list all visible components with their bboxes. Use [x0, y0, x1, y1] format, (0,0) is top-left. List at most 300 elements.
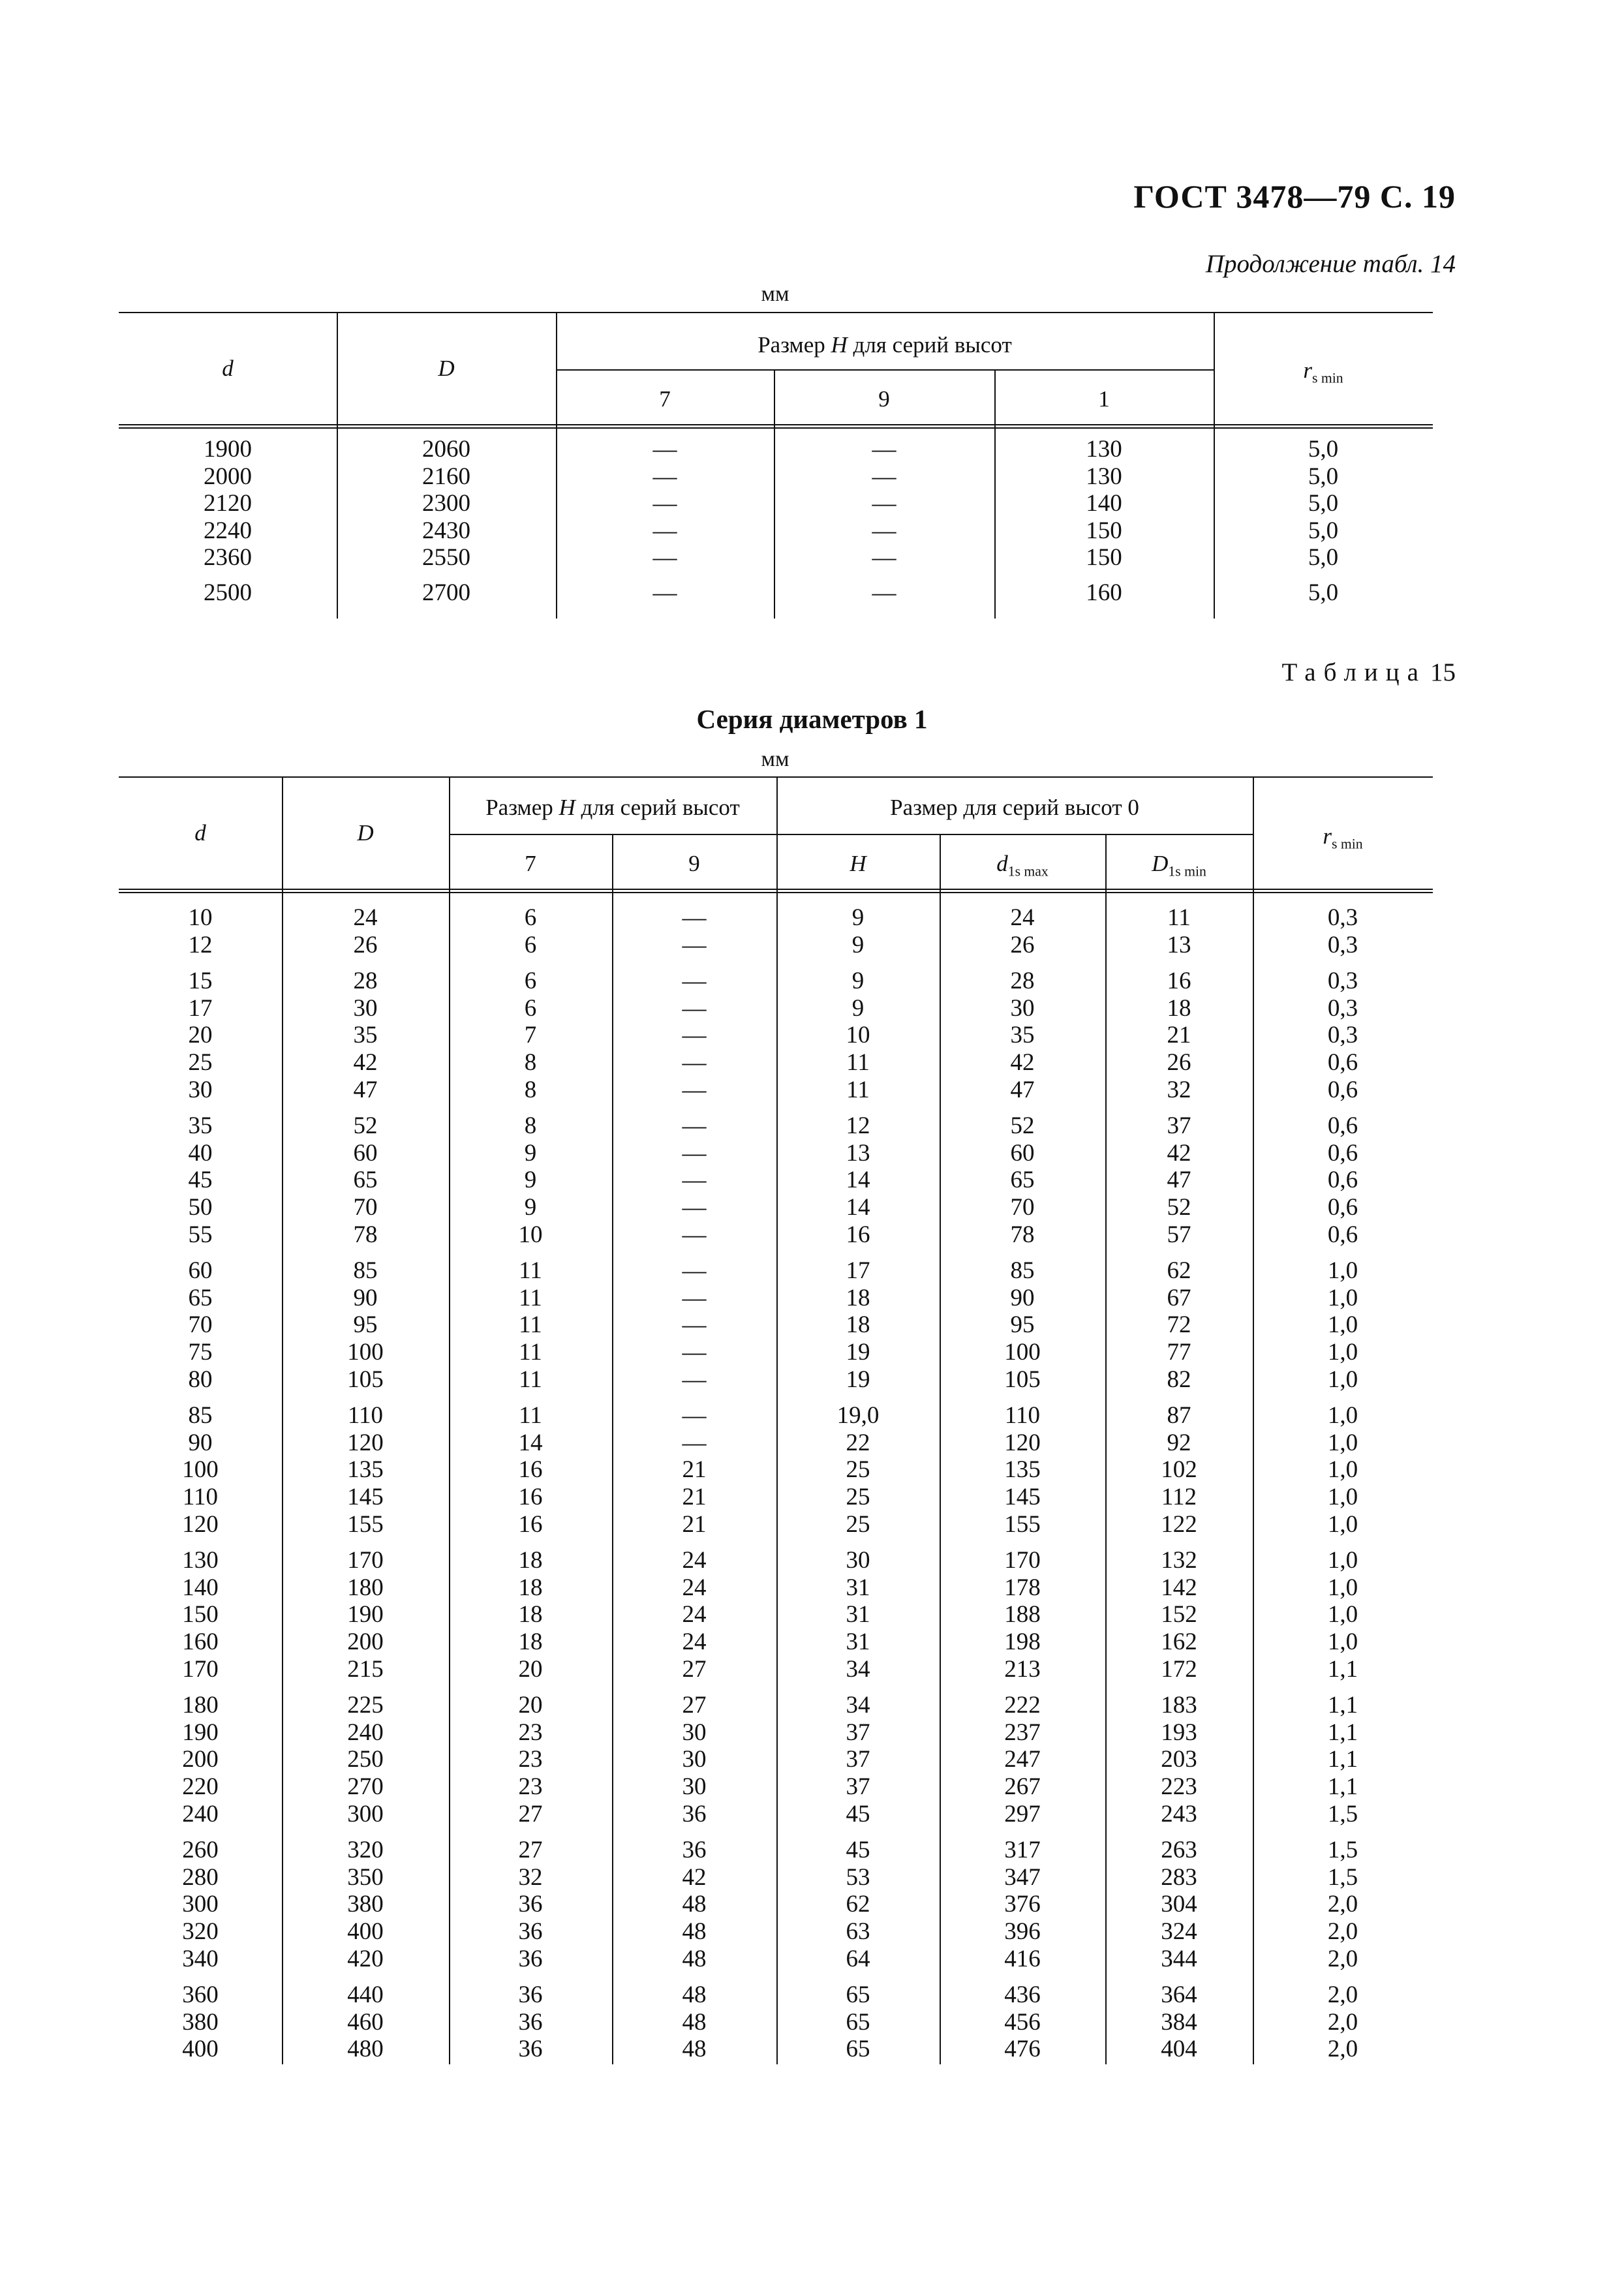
table-row	[0, 932, 1624, 959]
table-cell: 35	[353, 1022, 378, 1049]
table-cell: 11	[519, 1339, 542, 1366]
table-cell: 142	[1161, 1574, 1197, 1601]
table-cell: 9	[851, 968, 865, 995]
table-cell: 2,0	[1327, 2008, 1358, 2036]
table-row	[0, 995, 1624, 1022]
table-cell: 45	[846, 1800, 870, 1828]
table-cell: 1,1	[1327, 1746, 1358, 1773]
table-cell: 21	[1167, 1022, 1191, 1049]
table-cell: 317	[1004, 1837, 1041, 1864]
table-cell: 2,0	[1327, 1981, 1358, 2009]
table-word: Таблица	[1281, 658, 1426, 686]
table-cell: 2550	[422, 544, 470, 571]
table-row	[0, 1511, 1624, 1538]
table-cell: 36	[518, 1918, 543, 1945]
table15-unit: мм	[761, 747, 789, 771]
table-cell: 2500	[204, 579, 252, 606]
table-cell: 400	[347, 1918, 384, 1945]
group-var: H	[831, 332, 848, 358]
table-row	[0, 1574, 1624, 1602]
table-cell: 23	[518, 1719, 543, 1746]
table-cell: 6	[524, 931, 537, 958]
table-cell: 37	[1167, 1112, 1191, 1140]
table-row	[0, 1547, 1624, 1574]
table15-header-d: d	[194, 820, 206, 846]
table-cell: 15	[188, 968, 213, 995]
table-cell: 27	[682, 1655, 707, 1683]
table-cell: 30	[188, 1076, 213, 1103]
table-cell: 17	[188, 994, 213, 1022]
table-cell: 420	[347, 1945, 384, 1972]
table-cell: 14	[846, 1167, 870, 1194]
table-cell: 19	[846, 1366, 870, 1393]
table-cell: 145	[1004, 1484, 1041, 1510]
table15-header-7: 7	[525, 851, 536, 876]
table-cell: 198	[1004, 1629, 1041, 1655]
table-cell: 350	[347, 1863, 384, 1891]
table-cell: 14	[846, 1194, 870, 1221]
table-cell: 155	[347, 1510, 384, 1538]
table-cell: 110	[347, 1402, 384, 1430]
table-cell: 1,0	[1327, 1429, 1358, 1456]
table-cell: 82	[1167, 1366, 1191, 1393]
table-cell: 122	[1161, 1510, 1197, 1538]
table-cell: 16	[1167, 968, 1191, 995]
table-cell: 140	[182, 1574, 219, 1601]
table-cell: 222	[1004, 1692, 1041, 1719]
table-cell: —	[682, 1076, 707, 1103]
table-cell: 5,0	[1308, 544, 1339, 571]
table-cell: 0,3	[1327, 904, 1358, 931]
table-cell: 263	[1161, 1837, 1197, 1864]
table-cell: 21	[682, 1456, 707, 1484]
table-cell: 140	[1086, 490, 1122, 517]
table-cell: 60	[188, 1257, 213, 1285]
table15-caption: Серия диаметров 1	[696, 704, 928, 734]
table-cell: 11	[1167, 904, 1191, 931]
table-cell: 21	[682, 1484, 707, 1510]
table-cell: 110	[182, 1484, 219, 1510]
table-cell: 1,0	[1327, 1366, 1358, 1393]
table-cell: 20	[518, 1655, 543, 1683]
table-cell: 380	[182, 2008, 219, 2036]
table-cell: 30	[682, 1746, 707, 1773]
table-cell: 1,0	[1327, 1629, 1358, 1655]
table-cell: 24	[353, 904, 378, 931]
table-cell: 344	[1161, 1945, 1197, 1972]
table-row	[0, 1773, 1624, 1801]
table-cell: 48	[682, 2008, 707, 2036]
table-cell: 25	[188, 1049, 213, 1076]
table-cell: 1,0	[1327, 1601, 1358, 1629]
table-row	[0, 1194, 1624, 1221]
table14-header-rule	[119, 424, 1433, 429]
table-cell: 120	[347, 1429, 384, 1456]
table-cell: 2000	[204, 463, 252, 490]
table14-header-D: D	[438, 356, 455, 381]
table-cell: 145	[347, 1484, 384, 1510]
table-cell: 5,0	[1308, 436, 1339, 463]
table-cell: 178	[1004, 1574, 1041, 1601]
table-cell: 65	[1010, 1167, 1035, 1194]
table-cell: 19,0	[836, 1402, 880, 1430]
table-cell: 92	[1167, 1429, 1191, 1456]
table-cell: 190	[182, 1719, 219, 1746]
table15-group-rule	[449, 834, 1253, 835]
table-cell: 2300	[422, 490, 470, 517]
table-row	[0, 1801, 1624, 1828]
table-cell: 25	[846, 1510, 870, 1538]
table-cell: 11	[519, 1402, 542, 1430]
table-cell: 5,0	[1308, 517, 1339, 544]
table-cell: 1,0	[1327, 1484, 1358, 1510]
table-cell: 2120	[204, 490, 252, 517]
table-cell: 162	[1161, 1629, 1197, 1655]
table-cell: 100	[347, 1339, 384, 1366]
table-cell: 1,1	[1327, 1692, 1358, 1719]
table-row	[0, 544, 1624, 572]
table15-header-D: D	[357, 820, 374, 846]
table-cell: 2,0	[1327, 1918, 1358, 1945]
table-cell: 105	[1004, 1366, 1041, 1393]
table-cell: 172	[1161, 1655, 1197, 1683]
table-cell: 404	[1161, 2036, 1197, 2063]
D1-sub: 1s min	[1168, 863, 1206, 879]
table14-header-9: 9	[878, 386, 890, 412]
table-cell: 70	[1010, 1194, 1035, 1221]
table-row	[0, 1366, 1624, 1394]
table-cell: 240	[182, 1800, 219, 1828]
table-cell: 2240	[204, 517, 252, 544]
table-cell: —	[682, 1284, 707, 1311]
page-header: ГОСТ 3478—79 С. 19	[1133, 178, 1456, 215]
table-cell: 237	[1004, 1719, 1041, 1746]
table14-unit: мм	[761, 282, 789, 306]
table-cell: 7	[524, 1022, 537, 1049]
table-cell: 1,5	[1327, 1837, 1358, 1864]
table-cell: 70	[353, 1194, 378, 1221]
table-cell: —	[652, 490, 677, 517]
table-cell: 32	[518, 1863, 543, 1891]
table-cell: 9	[851, 904, 865, 931]
table-cell: 320	[347, 1837, 384, 1864]
table15-header-group2: Размер для серий высот 0	[890, 795, 1139, 820]
table-cell: —	[872, 544, 896, 571]
table-cell: 11	[519, 1366, 542, 1393]
table-cell: 35	[188, 1112, 213, 1140]
table-cell: 188	[1004, 1601, 1041, 1629]
table-cell: 85	[353, 1257, 378, 1285]
table-cell: 223	[1161, 1773, 1197, 1800]
table-cell: 376	[1004, 1891, 1041, 1918]
table-cell: 213	[1004, 1655, 1041, 1683]
table-cell: 40	[188, 1139, 213, 1167]
table-cell: 80	[188, 1366, 213, 1393]
table-cell: 26	[353, 931, 378, 958]
table15-header-group1	[449, 795, 776, 821]
table-cell: 1,5	[1327, 1863, 1358, 1891]
table-cell: 90	[353, 1284, 378, 1311]
table-cell: 34	[846, 1692, 870, 1719]
table-cell: —	[682, 1194, 707, 1221]
table-cell: 6	[524, 904, 537, 931]
table15-header-D1	[1105, 851, 1253, 885]
table-cell: 1,0	[1327, 1284, 1358, 1311]
table-cell: 225	[347, 1692, 384, 1719]
table-cell: 396	[1004, 1918, 1041, 1945]
table-row	[0, 1692, 1624, 1719]
table-cell: 10	[846, 1022, 870, 1049]
table-cell: 0,3	[1327, 994, 1358, 1022]
table14-header-1: 1	[1098, 386, 1110, 412]
table-cell: —	[682, 1139, 707, 1167]
table-cell: 364	[1161, 1981, 1197, 2009]
table-cell: 200	[347, 1629, 384, 1655]
table-cell: 30	[682, 1773, 707, 1800]
table-cell: 60	[353, 1139, 378, 1167]
table-cell: 11	[519, 1257, 542, 1285]
table-cell: 23	[518, 1746, 543, 1773]
table-cell: 440	[347, 1981, 384, 2009]
table-cell: 27	[518, 1800, 543, 1828]
table-cell: 18	[1167, 994, 1191, 1022]
table-cell: 0,6	[1327, 1076, 1358, 1103]
table-cell: 17	[846, 1257, 870, 1285]
table-cell: 203	[1161, 1746, 1197, 1773]
d1-sub: 1s max	[1007, 863, 1049, 879]
table-cell: 18	[518, 1547, 543, 1574]
table-cell: 31	[846, 1601, 870, 1629]
table14-group-rule	[556, 369, 1215, 371]
table-cell: 0,6	[1327, 1139, 1358, 1167]
table-row	[0, 1257, 1624, 1285]
table-cell: 360	[182, 1981, 219, 2009]
table-cell: 31	[846, 1629, 870, 1655]
table-cell: 110	[1004, 1402, 1041, 1430]
table-cell: 120	[182, 1510, 219, 1538]
table-cell: 24	[1010, 904, 1035, 931]
table-cell: 5,0	[1308, 579, 1339, 606]
table-cell: 30	[1010, 994, 1035, 1022]
table-cell: 150	[1086, 517, 1122, 544]
table-cell: —	[682, 968, 707, 995]
table-row	[0, 1311, 1624, 1339]
table-cell: 72	[1167, 1311, 1191, 1339]
table-cell: 300	[182, 1891, 219, 1918]
table-cell: 18	[518, 1574, 543, 1601]
table-cell: —	[652, 517, 677, 544]
table-cell: 87	[1167, 1402, 1191, 1430]
table-cell: 1,1	[1327, 1655, 1358, 1683]
table-cell: 0,6	[1327, 1049, 1358, 1076]
table-cell: 1,1	[1327, 1719, 1358, 1746]
table-cell: 20	[518, 1692, 543, 1719]
table-cell: 75	[188, 1339, 213, 1366]
table-cell: 35	[1010, 1022, 1035, 1049]
table-cell: —	[872, 463, 896, 490]
table-cell: 31	[846, 1574, 870, 1601]
table-cell: 12	[188, 931, 213, 958]
table-cell: 280	[182, 1863, 219, 1891]
table-cell: 16	[518, 1510, 543, 1538]
table-cell: 25	[846, 1456, 870, 1484]
table-cell: 170	[347, 1547, 384, 1574]
table-cell: 16	[518, 1456, 543, 1484]
table-cell: 2060	[422, 436, 470, 463]
table-cell: 23	[518, 1773, 543, 1800]
table-cell: 62	[1167, 1257, 1191, 1285]
table15-header-H: H	[850, 851, 866, 876]
table-cell: 183	[1161, 1692, 1197, 1719]
table-cell: 37	[846, 1746, 870, 1773]
table-cell: 0,6	[1327, 1167, 1358, 1194]
table-cell: 64	[846, 1945, 870, 1972]
table-cell: 55	[188, 1221, 213, 1248]
table-row	[0, 1077, 1624, 1104]
table-row	[0, 1891, 1624, 1918]
table-cell: 21	[682, 1510, 707, 1538]
table-cell: 90	[188, 1429, 213, 1456]
table-cell: 0,6	[1327, 1112, 1358, 1140]
table-cell: —	[682, 1112, 707, 1140]
table-row	[0, 1402, 1624, 1430]
rs-main: r	[1303, 358, 1312, 383]
table-cell: —	[652, 463, 677, 490]
table-cell: 267	[1004, 1773, 1041, 1800]
table-cell: 155	[1004, 1510, 1041, 1538]
D1-main: D	[1152, 851, 1169, 876]
table-cell: 105	[347, 1366, 384, 1393]
table-cell: 9	[524, 1167, 537, 1194]
table-cell: 400	[182, 2036, 219, 2063]
table15-header-rule	[119, 889, 1433, 893]
table-cell: 0,3	[1327, 931, 1358, 958]
table-cell: 160	[1086, 579, 1122, 606]
table-cell: 11	[846, 1076, 870, 1103]
table-cell: 102	[1161, 1456, 1197, 1484]
table-cell: 5,0	[1308, 490, 1339, 517]
table-cell: 18	[518, 1601, 543, 1629]
table-cell: 85	[188, 1402, 213, 1430]
table-cell: 8	[524, 1049, 537, 1076]
table-cell: 2700	[422, 579, 470, 606]
table-row	[0, 1140, 1624, 1167]
table-cell: 26	[1167, 1049, 1191, 1076]
table-cell: 2,0	[1327, 1891, 1358, 1918]
table-cell: 9	[851, 994, 865, 1022]
table-row	[0, 436, 1624, 463]
table-cell: —	[682, 1022, 707, 1049]
table-row	[0, 490, 1624, 517]
table-cell: 130	[182, 1547, 219, 1574]
table-cell: 48	[682, 1981, 707, 2009]
table-cell: 6	[524, 968, 537, 995]
table-cell: 460	[347, 2008, 384, 2036]
table-cell: 380	[347, 1891, 384, 1918]
table-cell: 36	[518, 2036, 543, 2063]
table-cell: 215	[347, 1655, 384, 1683]
table-cell: 200	[182, 1746, 219, 1773]
table-cell: 27	[518, 1837, 543, 1864]
table-cell: 1900	[204, 436, 252, 463]
table-cell: 160	[182, 1629, 219, 1655]
table15-header-d1	[940, 851, 1105, 885]
table-cell: 30	[353, 994, 378, 1022]
table-cell: —	[652, 436, 677, 463]
table-cell: —	[872, 579, 896, 606]
table-cell: 22	[846, 1429, 870, 1456]
table-cell: 247	[1004, 1746, 1041, 1773]
table-cell: 65	[846, 1981, 870, 2009]
table-cell: 1,0	[1327, 1456, 1358, 1484]
table-cell: 1,0	[1327, 1547, 1358, 1574]
table-cell: 27	[682, 1692, 707, 1719]
table-cell: 9	[524, 1139, 537, 1167]
table-row	[0, 517, 1624, 545]
table-cell: 25	[846, 1484, 870, 1510]
table-cell: 0,6	[1327, 1221, 1358, 1248]
table-row	[0, 1430, 1624, 1457]
table-cell: 283	[1161, 1863, 1197, 1891]
table-cell: 130	[1086, 463, 1122, 490]
table-cell: 260	[182, 1837, 219, 1864]
table-cell: 170	[1004, 1547, 1041, 1574]
table-cell: 36	[518, 1981, 543, 2009]
table-cell: 30	[846, 1547, 870, 1574]
table-cell: 220	[182, 1773, 219, 1800]
table-row	[0, 1112, 1624, 1140]
table-cell: 243	[1161, 1800, 1197, 1828]
table-number: 15	[1430, 658, 1456, 686]
table-cell: —	[652, 544, 677, 571]
table14-header-group	[556, 332, 1214, 358]
table-cell: 14	[518, 1429, 543, 1456]
table-cell: 48	[682, 1891, 707, 1918]
table-cell: 42	[353, 1049, 378, 1076]
group-text: Размер	[485, 795, 559, 820]
rs-sub: s min	[1332, 836, 1363, 852]
table-cell: 8	[524, 1076, 537, 1103]
table-cell: 1,0	[1327, 1402, 1358, 1430]
group-var: H	[559, 795, 575, 820]
table-cell: 2360	[204, 544, 252, 571]
table-cell: 62	[846, 1891, 870, 1918]
group-text: для серий высот	[575, 795, 740, 820]
table-cell: 60	[1010, 1139, 1035, 1167]
table-cell: 65	[188, 1284, 213, 1311]
table-cell: 47	[1167, 1167, 1191, 1194]
table-cell: —	[682, 1049, 707, 1076]
table-row	[0, 579, 1624, 607]
table-row	[0, 1946, 1624, 1973]
table-cell: 95	[1010, 1311, 1035, 1339]
table-cell: 8	[524, 1112, 537, 1140]
table-cell: 52	[1167, 1194, 1191, 1221]
table-cell: 78	[1010, 1221, 1035, 1248]
table-cell: 1,0	[1327, 1510, 1358, 1538]
table-cell: 1,0	[1327, 1257, 1358, 1285]
table-cell: 37	[846, 1773, 870, 1800]
table-cell: 95	[353, 1311, 378, 1339]
table-cell: 19	[846, 1339, 870, 1366]
table-cell: —	[872, 436, 896, 463]
table-cell: 42	[682, 1863, 707, 1891]
table-row	[0, 1629, 1624, 1656]
table-cell: 57	[1167, 1221, 1191, 1248]
table-cell: 300	[347, 1800, 384, 1828]
table-cell: 5,0	[1308, 463, 1339, 490]
table-cell: 340	[182, 1945, 219, 1972]
